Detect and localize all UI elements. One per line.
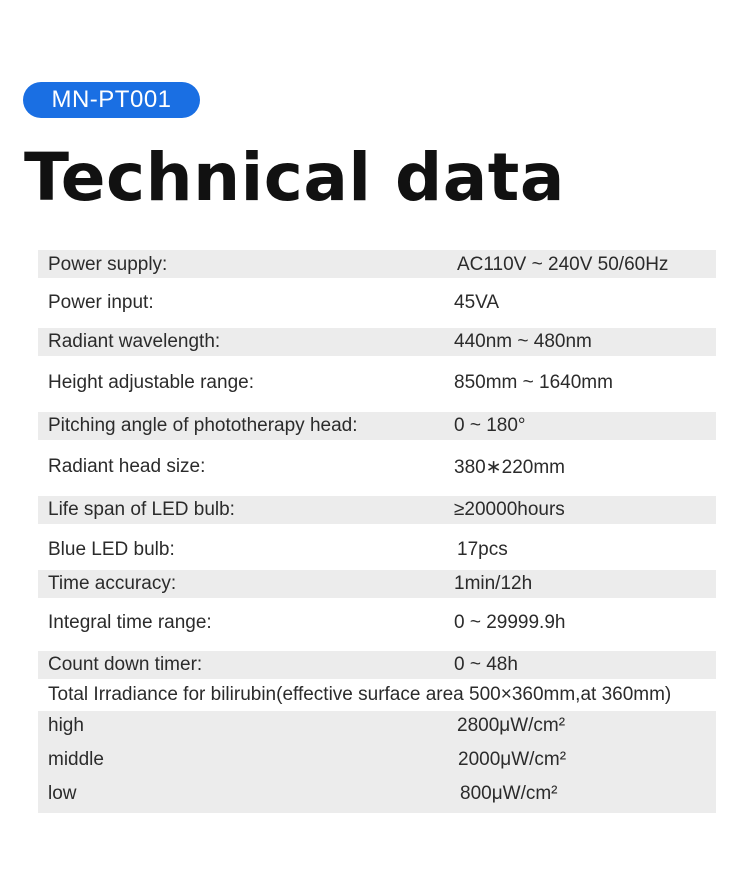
spec-value: 440nm ~ 480nm bbox=[454, 331, 592, 352]
spec-value: AC110V ~ 240V 50/60Hz bbox=[457, 254, 669, 275]
spec-row-power-input bbox=[38, 278, 716, 328]
spec-label: Radiant wavelength: bbox=[48, 331, 221, 352]
spec-value: 380∗220mm bbox=[454, 457, 565, 478]
spec-row-power-supply bbox=[38, 250, 716, 278]
irradiance-level: low bbox=[48, 783, 77, 804]
spec-value: 0 ~ 48h bbox=[454, 654, 518, 675]
spec-value: 0 ~ 29999.9h bbox=[454, 612, 566, 633]
irradiance-value: 2800μW/cm² bbox=[457, 715, 566, 736]
spec-label: Time accuracy: bbox=[48, 573, 177, 594]
page-title: Technical data bbox=[24, 139, 565, 216]
irradiance-value: 800μW/cm² bbox=[460, 783, 558, 804]
spec-label: Integral time range: bbox=[48, 612, 212, 633]
spec-label: Height adjustable range: bbox=[48, 372, 254, 393]
model-badge: MN-PT001 bbox=[23, 82, 200, 118]
spec-value: 45VA bbox=[454, 292, 500, 313]
spec-label: Radiant head size: bbox=[48, 456, 206, 477]
irradiance-value: 2000μW/cm² bbox=[458, 749, 567, 770]
irradiance-row-middle bbox=[38, 745, 716, 779]
irradiance-row-high bbox=[38, 711, 716, 745]
spec-row-led-lifespan bbox=[38, 496, 716, 524]
spec-value: 850mm ~ 1640mm bbox=[454, 372, 613, 393]
spec-value: ≥20000hours bbox=[454, 499, 565, 520]
spec-value: 0 ~ 180° bbox=[454, 415, 526, 436]
spec-value: 1min/12h bbox=[454, 573, 533, 594]
spec-value: 17pcs bbox=[457, 539, 508, 560]
spec-row-blue-led bbox=[38, 524, 716, 570]
irradiance-table bbox=[38, 711, 716, 813]
spec-row-time-accuracy bbox=[38, 570, 716, 598]
spec-row-head-size bbox=[38, 440, 716, 496]
irradiance-level: middle bbox=[48, 749, 104, 770]
spec-row-radiant-wavelength bbox=[38, 328, 716, 356]
irradiance-note-text: Total Irradiance for bilirubin(effective surface area 500×360mm,at 360mm) bbox=[48, 684, 672, 705]
spec-label: Power supply: bbox=[48, 254, 168, 275]
irradiance-row-low bbox=[38, 779, 716, 813]
spec-row-countdown-timer bbox=[38, 651, 716, 679]
spec-label: Pitching angle of phototherapy head: bbox=[48, 415, 358, 436]
spec-row-height-range bbox=[38, 356, 716, 412]
irradiance-level: high bbox=[48, 715, 84, 736]
spec-table bbox=[38, 250, 716, 813]
spec-label: Count down timer: bbox=[48, 654, 203, 675]
spec-label: Life span of LED bulb: bbox=[48, 499, 235, 520]
irradiance-note bbox=[38, 679, 716, 711]
spec-row-integral-time bbox=[38, 598, 716, 651]
spec-label: Power input: bbox=[48, 292, 154, 313]
spec-row-pitching-angle bbox=[38, 412, 716, 440]
spec-label: Blue LED bulb: bbox=[48, 539, 175, 560]
